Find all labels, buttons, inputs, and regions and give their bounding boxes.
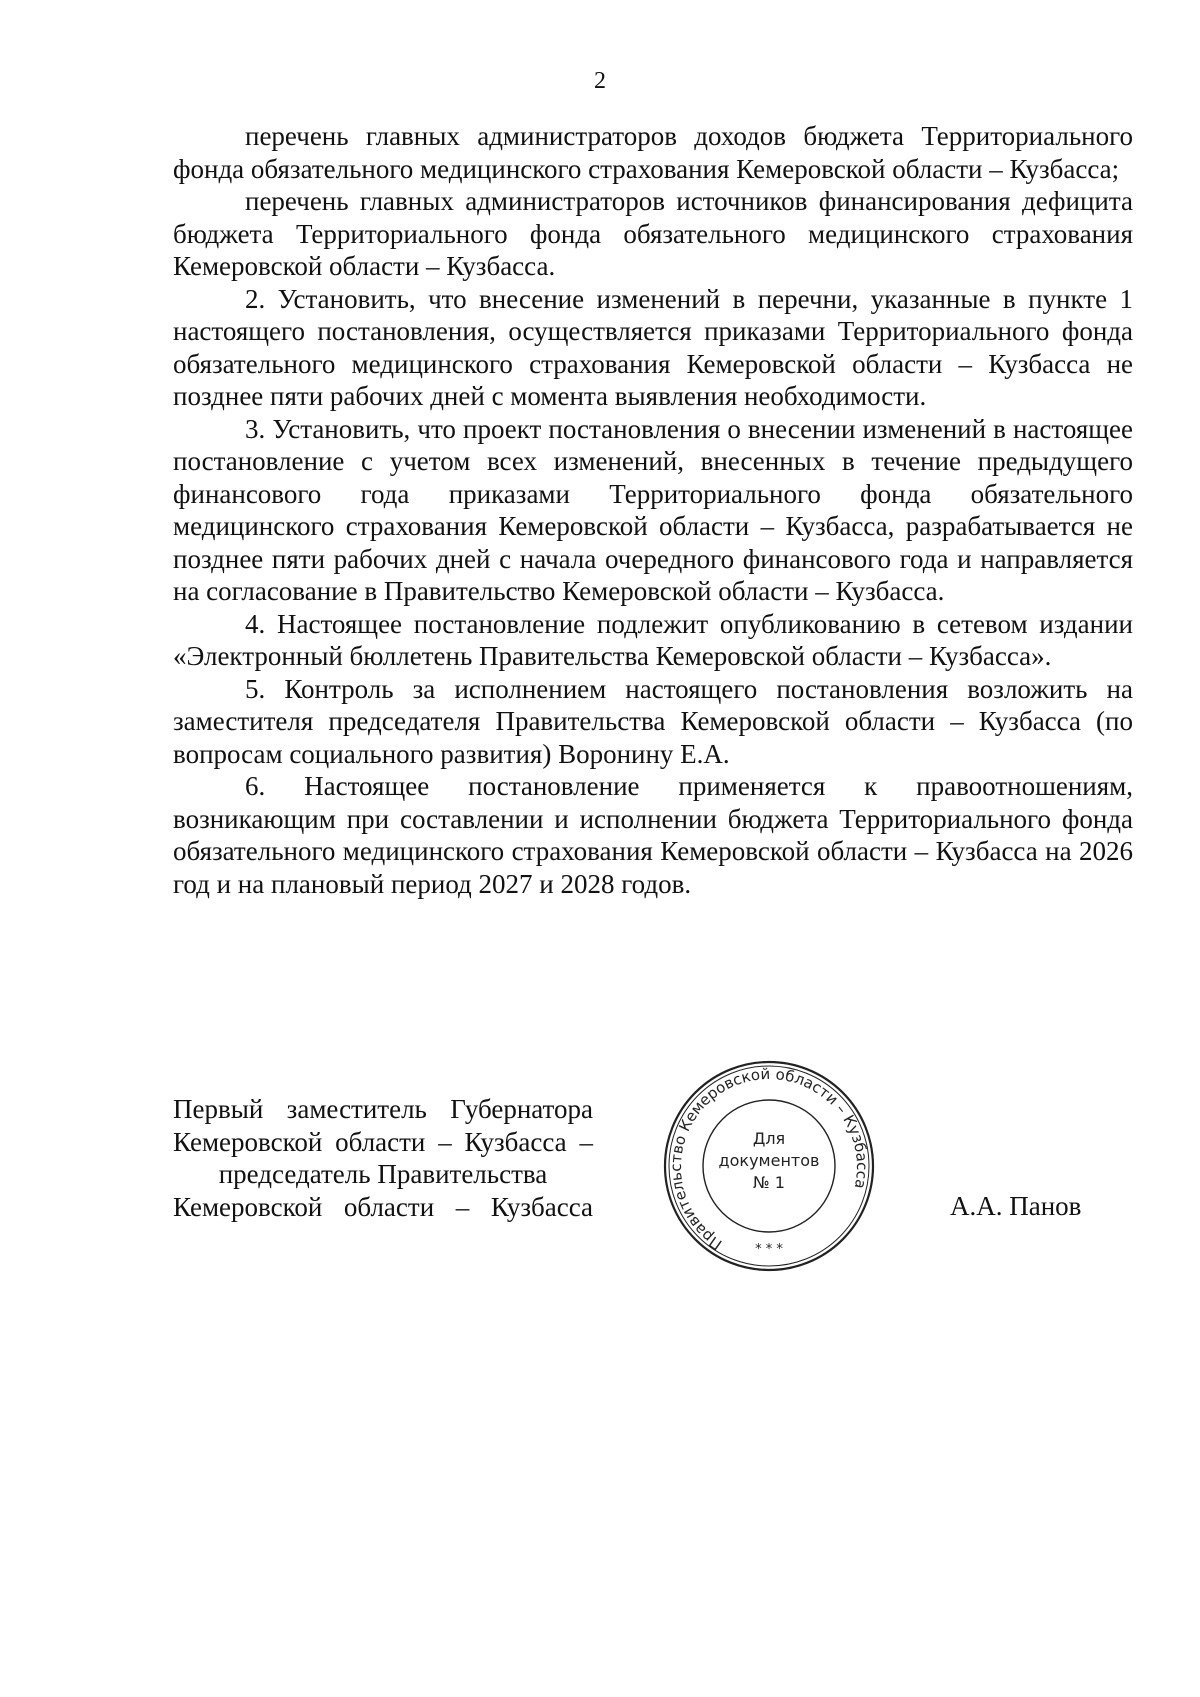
paragraph-item-5: 5. Контроль за исполнением настоящего постановления возложить на заместителя председателя Правительства Кемеровской области – Кузбасса (по вопросам социального развития) Воронину Е.А.	[173, 673, 1133, 769]
signatory-name: А.А. Панов	[950, 1191, 1082, 1221]
signatory-position	[173, 1093, 593, 1223]
signatory-position-line: Кемеровской области – Кузбасса –	[173, 1126, 593, 1157]
signatory-position-line: Первый заместитель Губернатора	[173, 1094, 593, 1124]
seal-stars: * * *	[755, 1242, 783, 1257]
signatory-position-line: Кемеровской области – Кузбасса	[173, 1191, 593, 1222]
seal-ring-text: Правительство Кемеровской области – Кузбасса	[666, 1064, 872, 1254]
seal-center-line: № 1	[753, 1173, 785, 1192]
paragraph-income-admins-list: перечень главных администраторов доходов бюджета Территориального фонда обязательного медицинского страхования Кемеровской области – Кузбасса;	[173, 121, 1133, 184]
paragraph-item-3: 3. Установить, что проект постановления о внесении изменений в настоящее постановление с учетом всех изменений, внесенных в течение предыдущего финансового года приказами Территориального фонда обязательного медицинского страхования Кемеровской области – Кузбасса, разрабатывается не позднее пяти рабочих дней с начала очередного финансового года и направляется на согласование в Правительство Кемеровской области – Кузбасса.	[173, 413, 1133, 606]
page-number: 2	[594, 68, 606, 94]
document-body	[173, 120, 1133, 900]
paragraph-deficit-sources-list: перечень главных администраторов источников финансирования дефицита бюджета Территориального фонда обязательного медицинского страхования Кемеровской области – Кузбасса.	[173, 186, 1133, 281]
paragraph-item-4: 4. Настоящее постановление подлежит опубликованию в сетевом издании «Электронный бюллетень Правительства Кемеровской области – Кузбасса».	[173, 608, 1133, 671]
seal-center-line: документов	[718, 1151, 820, 1170]
signatory-position-line: председатель Правительства	[218, 1159, 548, 1189]
paragraph-item-6: 6. Настоящее постановление применяется к правоотношениям, возникающим при составлении и исполнении бюджета Территориального фонда обязательного медицинского страхования Кемеровской области – Кузбасса на 2026 год и на плановый период 2027 и 2028 годов.	[173, 771, 1133, 899]
official-seal-stamp	[661, 1058, 877, 1274]
seal-center-line: Для	[752, 1129, 786, 1148]
seal-graphic	[661, 1058, 877, 1274]
paragraph-item-2: 2. Установить, что внесение изменений в перечни, указанные в пункте 1 настоящего постановления, осуществляется приказами Территориального фонда обязательного медицинского страхования Кемеровской области – Кузбасса не позднее пяти рабочих дней с момента выявления необходимости.	[173, 283, 1133, 411]
